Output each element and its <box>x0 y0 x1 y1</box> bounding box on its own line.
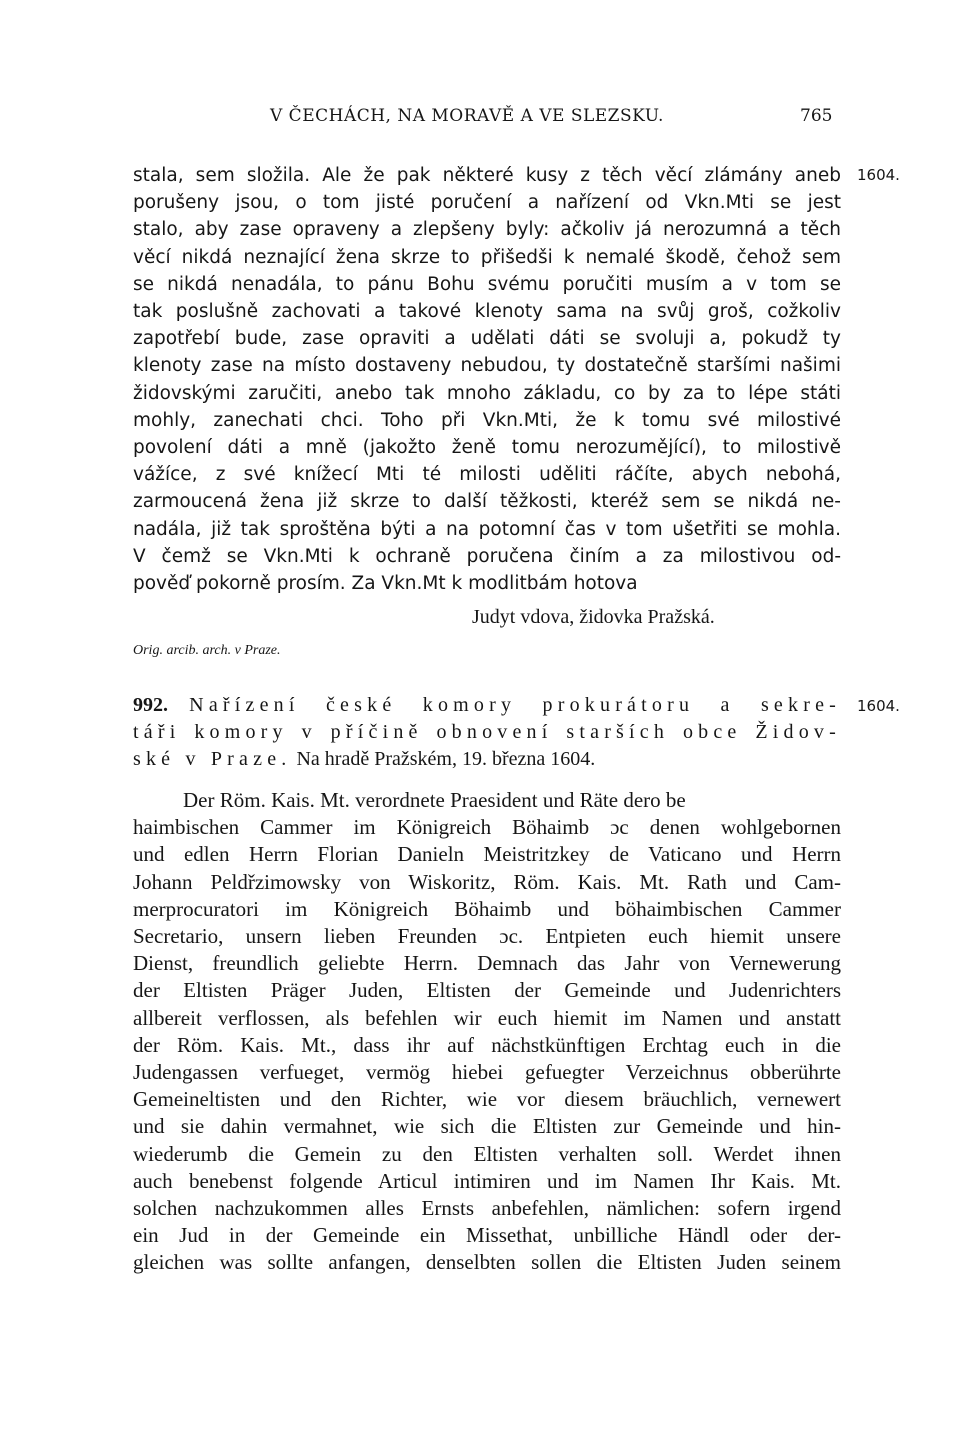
text-line: solchen nachzukommen alles Ernsts anbefehlen, nämlichen: sofern irgend <box>133 1196 841 1221</box>
text-line: pověď pokorně prosím. Za Vkn.Mt k modlitbám hotova <box>133 573 638 595</box>
heading-line: ské v Praze. <box>133 748 292 770</box>
text-line: wiederumb die Gemein zu den Eltisten verhalten soll. Werdet ihnen <box>133 1141 841 1166</box>
source-note: Orig. arcib. arch. v Praze. <box>133 643 281 658</box>
running-header: V ČECHÁCH, NA MORAVĚ A VE SLEZSKU. <box>270 106 664 126</box>
text-line: Der Röm. Kais. Mt. verordnete Praesident und Räte dero be <box>183 788 686 812</box>
text-line: Secretario, unsern lieben Freunden ɔc. Entpieten euch hiemit unsere <box>133 924 841 949</box>
german-order-text <box>133 787 841 1277</box>
margin-year: 1604. <box>857 166 900 184</box>
text-line: und sie dahin vermahnet, wie sich die Eltisten zur Gemeinde und hin- <box>133 1114 841 1139</box>
text-line: der Röm. Kais. Mt., dass ihr auf nächstkünftigen Erchtag euch in die <box>133 1032 841 1057</box>
document-heading <box>133 692 841 773</box>
page-number: 765 <box>800 106 833 126</box>
text-line: povolení dáti a mně (jakožto ženě tomu nerozumějící), to milostivě <box>133 437 841 459</box>
heading-line: Nařízení české komory prokurátoru a sekre- <box>189 694 842 716</box>
text-line: und edlen Herrn Florian Danieln Meistritzkey de Vaticano und Herrn <box>133 842 841 867</box>
text-line: allbereit verflossen, als befehlen wir euch hiemit im Namen und anstatt <box>133 1005 841 1030</box>
heading-date: Na hradě Pražském, 19. března 1604. <box>291 748 596 770</box>
text-line: Gemeineltisten und den Richter, wie vor diesem bräuchlich, vernewert <box>133 1087 841 1112</box>
text-line: zapotřebí bude, zase opraviti a udělati dáti se svoluji a, pokudž ty <box>133 328 841 350</box>
text-line: tak poslušně zachovati a takové klenoty sama na svůj groš, cožkoliv <box>133 301 841 323</box>
text-line: ein Jud in der Gemeinde ein Missethat, unbilliche Händl oder der- <box>133 1223 841 1248</box>
heading-line: táři komory v příčině obnovení starších obce Židov- <box>133 721 841 743</box>
document-number: 992. <box>133 694 168 716</box>
text-line: Johann Peldřzimowsky von Wiskoritz, Röm. Kais. Mt. Rath und Cam- <box>133 869 841 894</box>
text-line: haimbischen Cammer im Königreich Böhaimb ɔc denen wohlgebornen <box>133 815 841 840</box>
text-line: Judengassen verfueget, vermög hiebei gefuegter Verzeichnus obberührte <box>133 1060 841 1085</box>
text-line: věcí nikdá neznající žena skrze to přišedši k nemalé škodě, čehož sem <box>133 246 841 268</box>
text-line: stalo, aby zase opraveny a zlepšeny byly: ačkoliv já nerozumná a těch <box>133 219 841 241</box>
signature: Judyt vdova, židovka Pražská. <box>472 606 715 628</box>
text-line: nadála, již tak sproštěna býti a na potomní čas v tom ušetřiti se mohla. <box>133 518 841 540</box>
text-line: vážíce, z své knížecí Mti té milosti uděliti ráčíte, abych nebohá, <box>133 464 841 486</box>
text-line: židovskými zaručiti, anebo tak mnoho základu, co by za to lépe státi <box>133 382 841 404</box>
text-line: se nikdá nenadála, to pánu Bohu svému poručiti musím a v tom se <box>133 273 841 295</box>
text-line: mohly, zanechati chci. Toho při Vkn.Mti, že k tomu své milostivé <box>133 409 841 431</box>
margin-year: 1604. <box>857 697 900 715</box>
text-line: gleichen was sollte anfangen, denselbten sollen die Eltisten Juden seinem <box>133 1250 841 1275</box>
text-line: zarmoucená žena již skrze to další těžkosti, kteréž sem se nikdá ne- <box>133 491 841 513</box>
czech-letter-text <box>133 162 841 597</box>
text-line: auch benebenst folgende Articul intimiren und im Namen Ihr Kais. Mt. <box>133 1168 841 1193</box>
text-line: klenoty zase na místo dostaveny nebudou, ty dostatečně staršími našimi <box>133 355 841 377</box>
text-line: V čemž se Vkn.Mti k ochraně poručena činím a za milostivou od- <box>133 545 841 567</box>
text-line: stala, sem složila. Ale že pak některé kusy z těch věcí zlámány aneb <box>133 165 841 186</box>
text-line: porušeny jsou, o tom jisté poručení a nařízení od Vkn.Mti se jest <box>133 192 841 214</box>
text-line: Dienst, freundlich geliebte Herrn. Demnach das Jahr von Vernewerung <box>133 951 841 976</box>
text-line: merprocuratori im Königreich Böhaimb und böhaimbischen Cammer <box>133 896 841 921</box>
text-line: der Eltisten Präger Juden, Eltisten der Gemeinde und Judenrichters <box>133 978 841 1003</box>
